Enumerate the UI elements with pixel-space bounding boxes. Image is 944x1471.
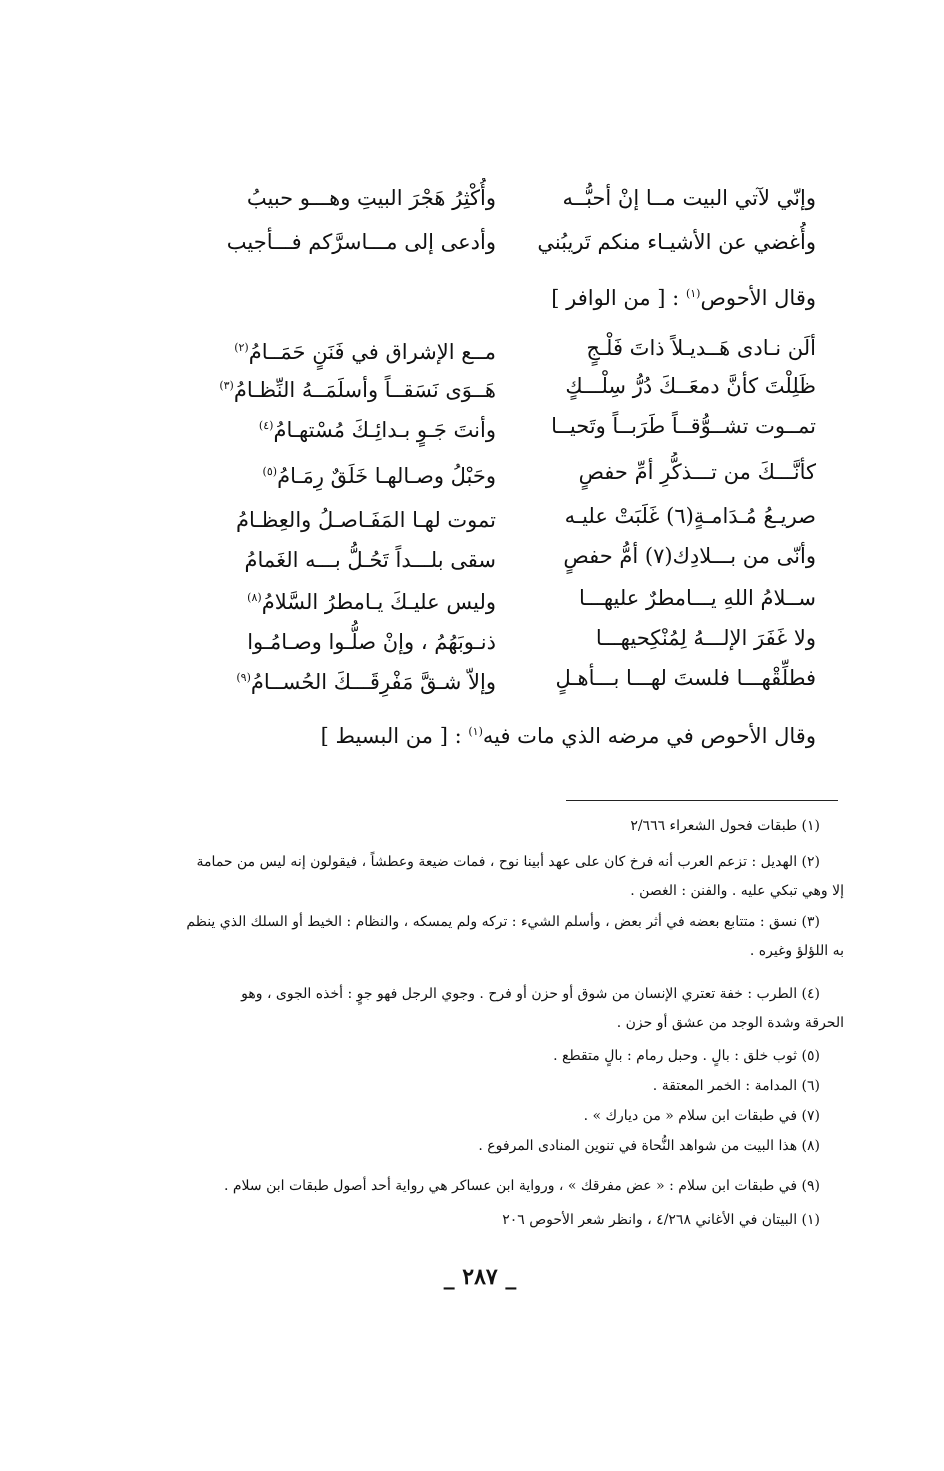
verse-second-hemistich: وليس عليـكَ يـامطرُ السَّلامُ$^{(٨)}$ bbox=[247, 590, 496, 614]
verse-line bbox=[216, 328, 816, 368]
verse-first-hemistich: ولا غَفَرَ الإلـــهُ لِمُنْكِحيهـــا bbox=[595, 626, 816, 650]
verse-line bbox=[216, 618, 816, 658]
verse-first-hemistich: صريـعُ مُـدَامـةٍ(٦) غَلَبَتْ عليـه bbox=[564, 504, 816, 528]
verse-first-hemistich: ألَن نـادى هَــديـلاً ذاتَ فَلْـجٍ bbox=[586, 336, 816, 360]
intro-text: وقال الأحوص bbox=[700, 286, 816, 310]
meter-label: : [ من الوافر ] bbox=[551, 286, 680, 310]
intro-text: وقال الأحوص في مرضه الذي مات فيه bbox=[482, 724, 816, 748]
verse-line bbox=[216, 496, 816, 536]
footnote-ref: (٣) bbox=[219, 379, 234, 392]
verse-second-hemistich: تموت لهـا المَفَـاصـلُ والعِظـامُ bbox=[236, 508, 496, 532]
meter-label: : [ من البسيط ] bbox=[320, 724, 462, 748]
footnote-ref: (٨) bbox=[247, 591, 262, 604]
verse-first-hemistich: ســلامُ اللهِ يـــامطرٌ عليهـــا bbox=[578, 586, 816, 610]
verse-line bbox=[216, 222, 816, 262]
footnote-separator bbox=[566, 800, 838, 801]
verse-first-hemistich: ظَلِلْتَ كأنَّ دمعَــكَ دُرُّ سِلْـــكٍ bbox=[565, 374, 816, 398]
verse-second-hemistich: وأدعى إلى مـــاسرَّكم فـــأجيب bbox=[226, 230, 496, 254]
verse-first-hemistich: تمــوت تشــوُّقــاً طَرَبــاً وتَحيــا bbox=[551, 414, 816, 438]
verse-first-hemistich: وأُغضي عن الأشيـاء منكم تَريبُني bbox=[537, 230, 816, 254]
verse-first-hemistich: وأنّى من بـــلادِك(٧) أمُّ حفصٍ bbox=[563, 544, 816, 568]
verse-second-hemistich: وأنتَ جَـوٍ بـدائِـكَ مُسْتهـامُ$^{(٤)}$ bbox=[258, 418, 496, 442]
verse-second-hemistich: هَــوَى نَسَقــاً وأسلَمَــهُ النِّظـامُ$^{(٣)}$ bbox=[219, 378, 496, 402]
footnote: (٤) الطرب : خفة تعتري الإنسان من شوق أو حزن أو فرح . وجوي الرجل فهو جوٍ : أخذه الجوى ، وهو الحرقة وشدة الوجد من عشق أو حزن . bbox=[241, 986, 844, 1031]
footnote-ref: (١) bbox=[468, 725, 483, 738]
footnote: (٢) الهديل : تزعم العرب أنه فرخ كان على عهد أبينا نوح ، فمات ضيعة وعطشاً ، فيقولون إنه ليس من حمامة إلا وهي تبكي عليه . والفنن : الغصن . bbox=[196, 854, 844, 899]
footnote: (٦) المدامة : الخمر المعتقة . bbox=[652, 1078, 820, 1094]
verse-line bbox=[216, 452, 816, 492]
footnote: (٧) في طبقات ابن سلام « من ديارك » . bbox=[583, 1108, 820, 1124]
poem-intro bbox=[176, 714, 816, 754]
verse-line bbox=[216, 366, 816, 406]
footnote-ref: (٢) bbox=[234, 341, 249, 354]
footnote: (١) طبقات فحول الشعراء ٢/٦٦٦ bbox=[630, 818, 820, 834]
verse-second-hemistich: وحَبْلُ وصـالهـا خَلَقٌ رِمَـامُ$^{(٥)}$ bbox=[262, 464, 496, 488]
verse-line bbox=[216, 178, 816, 218]
page-number: _ ٢٨٧ _ bbox=[443, 1264, 517, 1290]
verse-second-hemistich: مــع الإشراق في فَنَنٍ حَمَــامُ$^{(٢)}$ bbox=[234, 340, 496, 364]
footnote: (٥) ثوب خلق : بالٍ . وحبل رمام : بالٍ متقطع . bbox=[553, 1048, 820, 1064]
footnote: (٣) نسق : متتابع بعضه في أثر بعض ، وأسلم الشيء : تركه ولم يمسكه ، والنظام : الخيط أو السلك الذي ينظم به اللؤلؤ وغيره . bbox=[186, 914, 844, 959]
footnote: (٩) في طبقات ابن سلام : « عض مفرقك » ، ورواية ابن عساكر هي رواية أحد أصول طبقات ابن سلام . bbox=[223, 1178, 820, 1194]
verse-second-hemistich: ذنـوبَهُمُ ، وإنْ صلُّـوا وصـامُـوا bbox=[247, 630, 496, 654]
footnote-ref: (١) bbox=[685, 287, 701, 300]
verse-line bbox=[216, 658, 816, 698]
verse-second-hemistich: سقى بلـــداً تَحُـلُّ بـــه الغَمامُ bbox=[244, 548, 496, 572]
verse-first-hemistich: كأنَّـــكَ من تـــذكُّرِ أمِّ حفصٍ bbox=[578, 460, 816, 484]
verse-line bbox=[216, 578, 816, 618]
footnote-ref: (٥) bbox=[262, 465, 278, 478]
footnote-ref: (٤) bbox=[258, 419, 274, 432]
verse-second-hemistich: وإلاّ شـقَّ مَفْرِقَـــكَ الحُســامُ$^{(٩)}$ bbox=[236, 670, 496, 694]
verse-line bbox=[216, 406, 816, 446]
verse-line bbox=[216, 536, 816, 576]
verse-first-hemistich: وإنّي لآتي البيت مــا إنْ أحبُّــه bbox=[562, 186, 816, 210]
footnote: (٨) هذا البيت من شواهد النُّحاة في تنوين المنادى المرفوع . bbox=[478, 1138, 820, 1154]
verse-second-hemistich: وأُكْثِرُ هَجْرَ البيتِ وهـــو حبيبُ bbox=[246, 186, 496, 210]
footnote: (١) البيتان في الأغاني ٤/٢٦٨ ، وانظر شعر الأحوص ٢٠٦ bbox=[502, 1212, 820, 1228]
poem-intro bbox=[176, 276, 816, 316]
footnote-ref: (٩) bbox=[236, 671, 251, 684]
verse-first-hemistich: فطلِّقْهـــا فلستَ لهـــا بـــأهـلٍ bbox=[555, 666, 816, 690]
